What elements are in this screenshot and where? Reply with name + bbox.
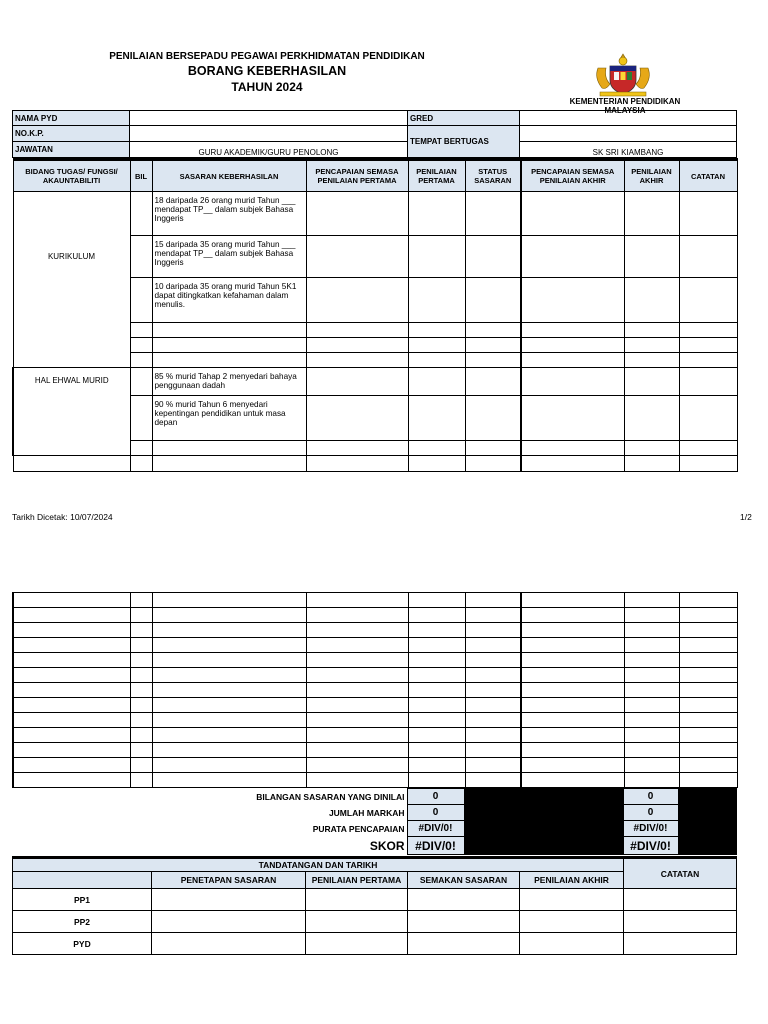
nokp-label: NO.K.P. xyxy=(13,126,130,142)
table-row xyxy=(13,728,737,743)
table-row xyxy=(13,593,737,608)
gred-label: GRED xyxy=(408,111,520,126)
table-row xyxy=(13,653,737,668)
sig-label-pp1: PP1 xyxy=(13,889,152,911)
nama-label: NAMA PYD xyxy=(13,111,130,126)
purata-p1: #DIV/0! xyxy=(407,821,464,837)
purata-p2: #DIV/0! xyxy=(623,821,678,837)
signature-title: TANDATANGAN DAN TARIKH xyxy=(13,858,624,872)
bilangan-p1: 0 xyxy=(407,789,464,805)
jumlah-p2: 0 xyxy=(623,805,678,821)
table-row xyxy=(13,192,737,236)
coat-of-arms-logo xyxy=(590,50,656,98)
jawatan-label: JAWATAN xyxy=(13,142,130,158)
info-table xyxy=(12,110,737,158)
form-year: TAHUN 2024 xyxy=(231,80,303,94)
signature-row-pyd xyxy=(13,933,737,955)
jawatan-field[interactable]: GURU AKADEMIK/GURU PENOLONG xyxy=(130,142,408,158)
table-row xyxy=(13,638,737,653)
col-pencapaian-pertama: PENCAPAIAN SEMASA PENILAIAN PERTAMA xyxy=(306,160,408,192)
col-penilaian-akhir: PENILAIAN AKHIR xyxy=(624,160,679,192)
sig-col-penilaian-akhir: PENILAIAN AKHIR xyxy=(520,872,624,889)
tempat-empty-cell xyxy=(520,126,737,142)
skor-p2: #DIV/0! xyxy=(623,837,678,855)
signature-row-pp1 xyxy=(13,889,737,911)
ministry-name: KEMENTERIAN PENDIDIKAN MALAYSIA xyxy=(569,97,681,115)
table-row xyxy=(13,743,737,758)
section-kurikulum: KURIKULUM xyxy=(13,192,130,368)
sig-label-pp2: PP2 xyxy=(13,911,152,933)
table-row xyxy=(13,668,737,683)
summary-black-block-right xyxy=(678,789,736,855)
signature-corner xyxy=(13,872,152,889)
signature-row-pp2 xyxy=(13,911,737,933)
tempat-field[interactable]: SK SRI KIAMBANG xyxy=(520,142,737,158)
table-row xyxy=(13,713,737,728)
target-cell[interactable]: 85 % murid Tahap 2 menyedari bahaya penggunaan dadah xyxy=(152,368,306,396)
print-date: Tarikh Dicetak: 10/07/2024 xyxy=(12,512,113,522)
section-hem: HAL EHWAL MURID xyxy=(13,368,130,456)
jumlah-p1: 0 xyxy=(407,805,464,821)
sig-col-penilaian-pertama: PENILAIAN PERTAMA xyxy=(306,872,408,889)
tempat-label: TEMPAT BERTUGAS xyxy=(408,126,520,158)
sig-col-semakan: SEMAKAN SASARAN xyxy=(408,872,520,889)
table-row xyxy=(13,368,737,396)
summary-table xyxy=(12,788,737,855)
bilangan-label: BILANGAN SASARAN YANG DINILAI xyxy=(256,791,405,802)
continuation-table xyxy=(12,592,738,788)
signature-catatan: CATATAN xyxy=(624,858,737,889)
target-cell[interactable]: 10 daripada 35 orang murid Tahun 5K1 dapat ditingkatkan kefahaman dalam menulis. xyxy=(152,278,306,323)
nokp-field[interactable] xyxy=(130,126,408,142)
col-pencapaian-akhir: PENCAPAIAN SEMASA PENILAIAN AKHIR xyxy=(521,160,624,192)
sig-col-penetapan: PENETAPAN SASARAN xyxy=(152,872,306,889)
col-catatan: CATATAN xyxy=(679,160,737,192)
target-table xyxy=(12,158,738,472)
gred-field[interactable] xyxy=(520,111,737,126)
col-status: STATUS SASARAN xyxy=(465,160,521,192)
purata-label: PURATA PENCAPAIAN xyxy=(312,823,405,834)
form-heading-line1: PENILAIAN BERSEPADU PEGAWAI PERKHIDMATAN PENDIDIKAN xyxy=(109,51,425,62)
target-cell[interactable]: 15 daripada 35 orang murid Tahun ___ mendapat TP__ dalam subjek Bahasa Inggeris xyxy=(152,236,306,278)
col-penilaian-pertama: PENILAIAN PERTAMA xyxy=(408,160,465,192)
skor-p1: #DIV/0! xyxy=(407,837,464,855)
table-row xyxy=(13,683,737,698)
sig-label-pyd: PYD xyxy=(13,933,152,955)
table-row xyxy=(13,456,737,472)
table-row xyxy=(13,623,737,638)
table-row xyxy=(13,773,737,788)
col-sasaran: SASARAN KEBERHASILAN xyxy=(152,160,306,192)
page-number: 1/2 xyxy=(740,512,752,522)
skor-label: SKOR xyxy=(369,838,405,853)
target-cell[interactable]: 90 % murid Tahun 6 menyedari kepentingan pendidikan untuk masa depan xyxy=(152,396,306,441)
summary-black-block xyxy=(464,789,623,855)
jumlah-label: JUMLAH MARKAH xyxy=(328,807,405,818)
col-bidang: BIDANG TUGAS/ FUNGSI/ AKAUNTABILITI xyxy=(13,160,130,192)
table-row xyxy=(13,608,737,623)
form-title: BORANG KEBERHASILAN xyxy=(187,64,347,78)
target-cell[interactable]: 18 daripada 26 orang murid Tahun ___ mendapat TP__ dalam subjek Bahasa Inggeris xyxy=(152,192,306,236)
signature-table xyxy=(12,856,737,955)
table-row xyxy=(13,698,737,713)
nama-field[interactable] xyxy=(130,111,408,126)
bilangan-p2: 0 xyxy=(623,789,678,805)
table-row xyxy=(13,758,737,773)
col-bil: BIL xyxy=(130,160,152,192)
